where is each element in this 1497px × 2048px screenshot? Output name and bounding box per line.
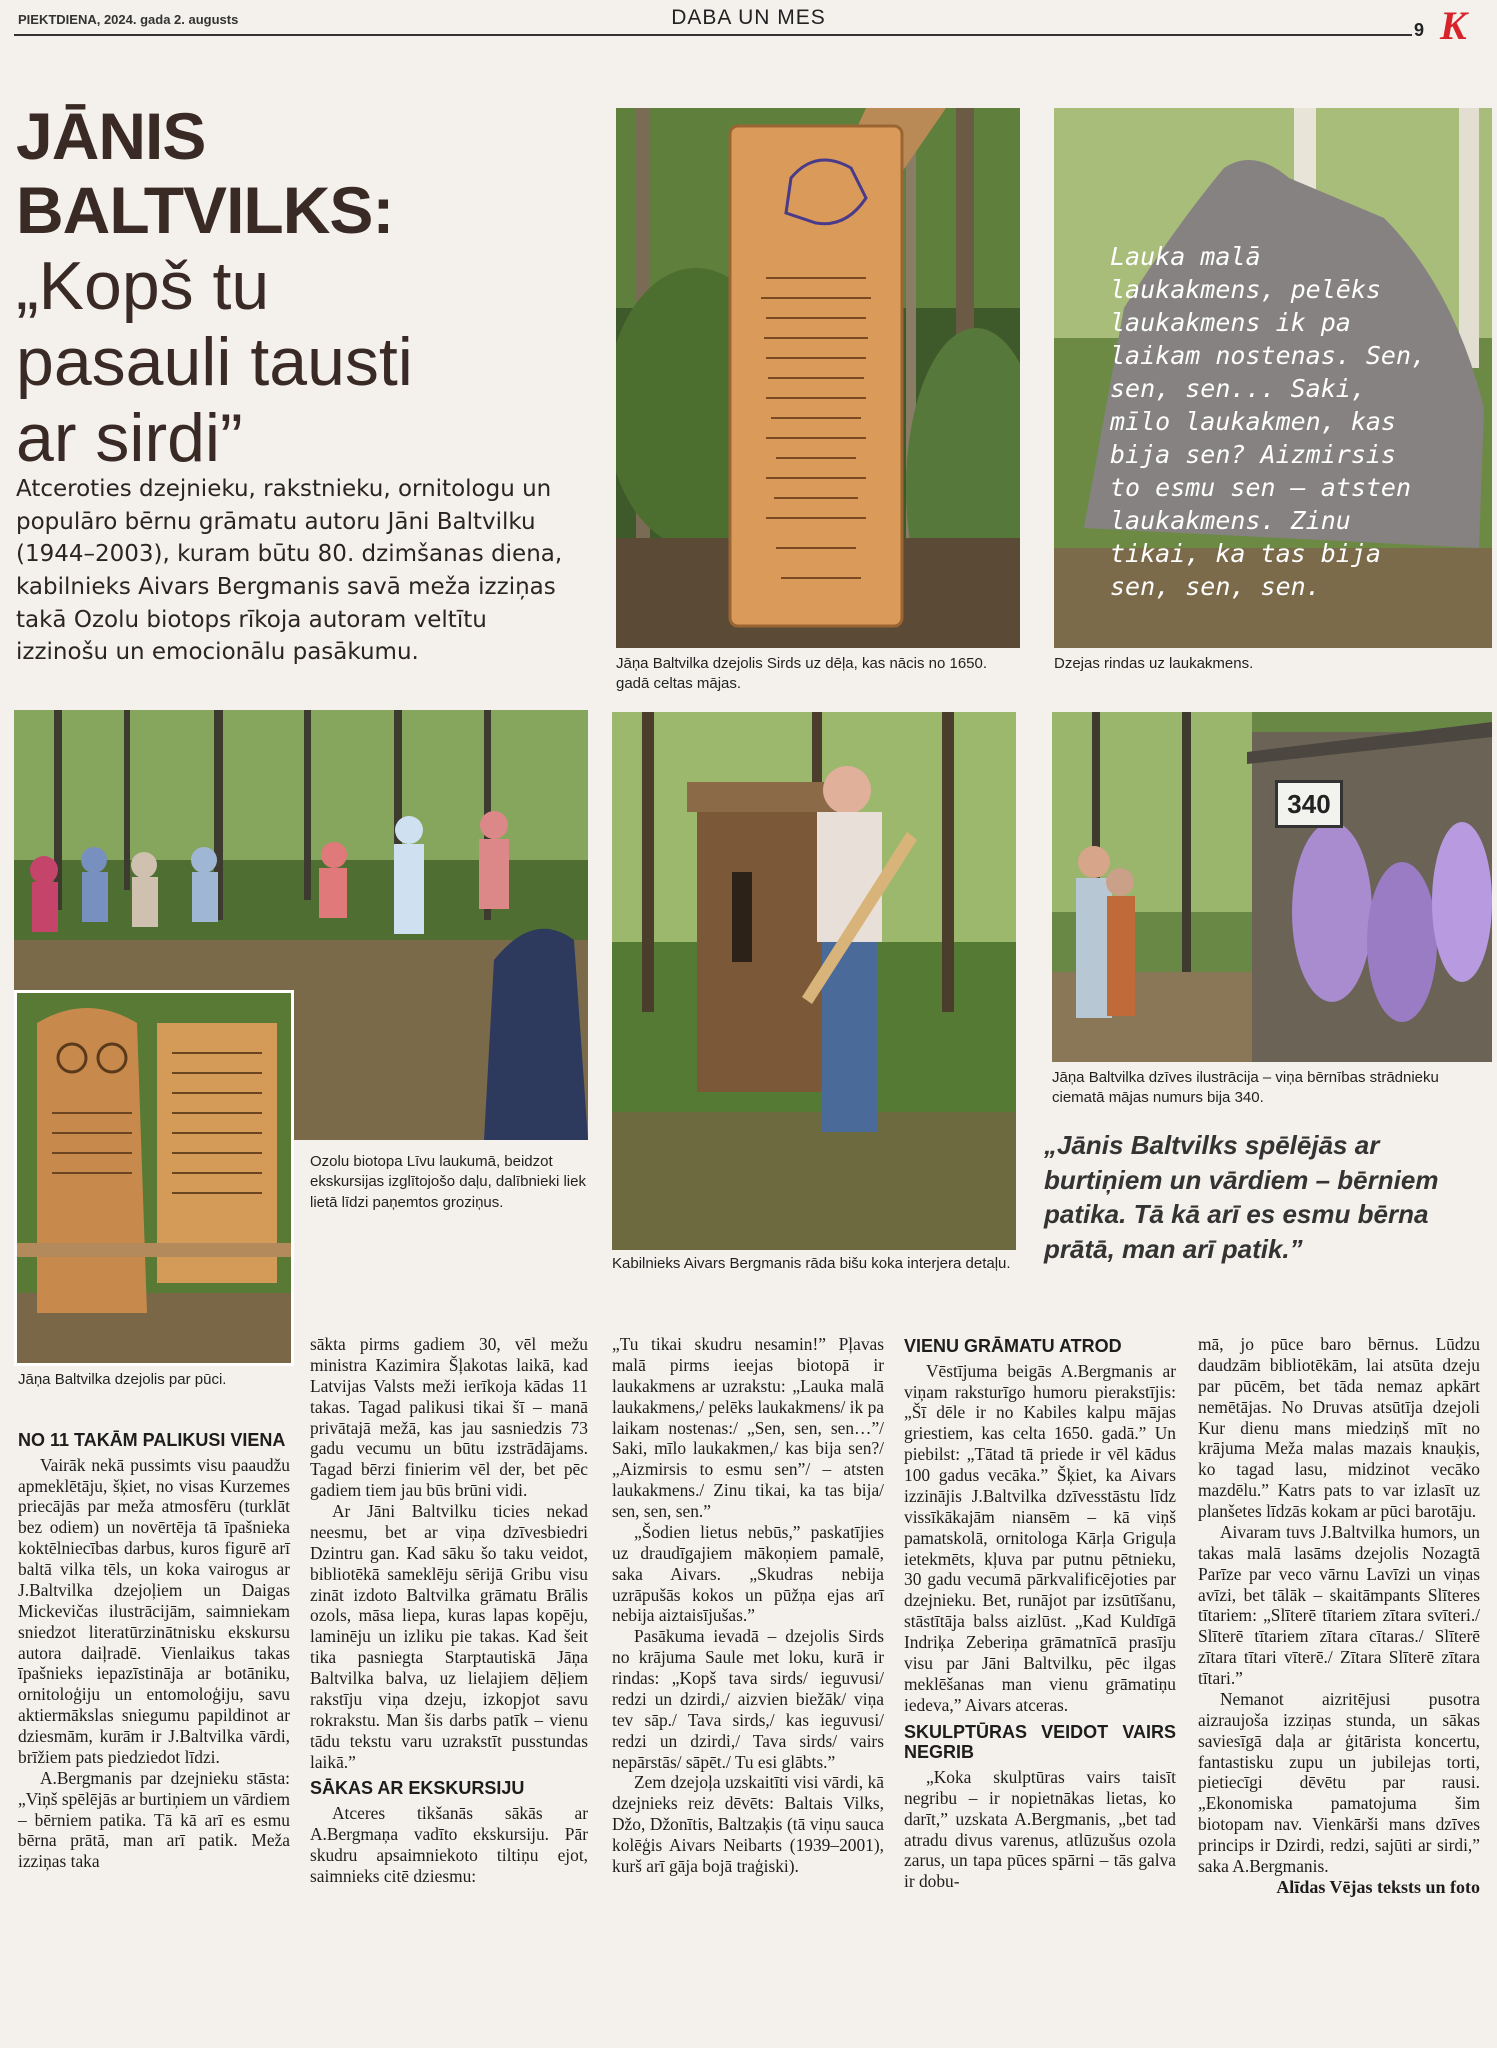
caption-stone: Dzejas rindas uz laukakmens.: [1054, 655, 1254, 672]
photo-bergmanis: [612, 712, 1016, 1250]
newspaper-logo: K: [1440, 3, 1467, 48]
photo-owl-sculpture: [14, 990, 294, 1366]
paragraph: sākta pirms gadiem 30, vēl mežu ministra Kazimira Šļakotas laikā, kad Latvijas Valsts meži ierīkoja kādas 11 takas. Tagad palikusi tikai šī – manā privātajā mežā, kas jau sasniedzis 73 gadu vecumu un būtu izstrādājams. Tagad bērzi finierim vēl der, bet pēc gadiem tiem jau būs brūni vidi.: [310, 1334, 588, 1501]
headline-quote-1: „Kopš tu: [16, 247, 270, 324]
caption-gathering: Ozolu biotopa Līvu laukumā, beidzot ekskursijas izglītojošo daļu, dalībnieki liek lietā līdzi paņemtos groziņus.: [310, 1153, 586, 1211]
paragraph: „Tu tikai skudru nesamin!” Pļavas malā pirms ieejas biotopā ir laukakmens ar uzrakstu: „Lauka malā laukakmens,/ pelēks laukakmens/ ik pa laikam nostenas:/ „Sen, sen, sen…”/ Saki, mīlo laukakmen,/ kas bija sen?/ „Aizmirsis to esmu sen”/ – atsten laukakmens./ Zinu tikai, ka tas bija/ sen, sen, sen.”: [612, 1334, 884, 1521]
headline-name: JĀNIS BALTVILKS:: [16, 99, 394, 247]
subheading-trails: NO 11 TAKĀM PALIKUSI VIENA: [18, 1430, 286, 1450]
article-column-5: [1198, 1334, 1480, 1898]
issue-date: PIEKTDIENA, 2024. gada 2. augusts: [18, 12, 239, 27]
page-number: 9: [1414, 20, 1425, 40]
house-number-plate: 340: [1275, 780, 1343, 828]
paragraph: „Koka skulptūras vairs taisīt negribu – ir nopietnākas lietas, ko darīt,” uzskata A.Bergmanis, „bet tad atradu divus varenus, atlūzušus ozola zarus, un tapa pūces spārni – tās galva ir dobu-: [904, 1766, 1176, 1892]
paragraph: Pasākuma ievadā – dzejolis Sirds no krājuma Saule met loku, kurā ir rindas: „Kopš tava sirds/ ieguvusi/ redzi un dzirdi,/ aizvien biežāk/ viņa tev sāp./ Tava sirds,/ kas ieguvusi/ redzi un dzirdi,/ Tava sirds/ vairs nepārstās/ sāpēt./ Tu esi glābts.”: [612, 1626, 884, 1772]
headline: [16, 100, 596, 476]
article-column-3: [612, 1334, 884, 1877]
paragraph: Zem dzejoļa uzskaitīti visi vārdi, kā dzejnieks reiz dēvēts: Baltais Vilks, Džo, Džonītis, Baltzaķis (tā viņu sauca kolēģis Aivars Neibarts (1939–2001), kurš arī gāja bojā traģiski).: [612, 1772, 884, 1876]
subheading-excursion: SĀKAS AR EKSKURSIJU: [310, 1778, 525, 1799]
section-title: DABA UN MES: [671, 6, 826, 29]
paragraph: Ar Jāni Baltvilku ticies nekad neesmu, bet ar viņa dzīvesbiedri Dzintru gan. Kad sāku šo taku veidot, bibliotēkā sameklēju sērijā Gribu visu zināt izdoto Baltvilka grāmatu Brālis ozols, māsa liepa, kuras lapas kopēju, laminēju un izliku pie takas. Kad šeit tika pasniegta Starptautiskā Jāņa Baltvilka balva, uz lielajiem dēļiem rakstīju viņa dzeju, izkopjot savu rokrakstu. Man šis darbs patīk – vienu tādu tekstu varu uzrakstīt pusstundas laikā.”: [310, 1501, 588, 1772]
paragraph: A.Bergmanis par dzejnieku stāsta: „Viņš spēlējās ar burtiņiem un vārdiem – bērniem patika. Tā kā arī es esmu bērna prātā, man arī patik. Meža izziņas taka: [18, 1767, 290, 1872]
photo-house-340: [1052, 712, 1492, 1062]
headline-quote-3: ar sirdi”: [16, 400, 243, 477]
paragraph: „Šodien lietus nebūs,” paskatījies uz draudīgajiem mākoņiem pamalē, saka Aivars. „Skudras nebija uzrāpušās kokos un pūžņa ejas arī nebija aiztaisījušas.”: [612, 1521, 884, 1626]
pull-quote: „Jānis Baltvilks spēlējās ar burtiņiem un vārdiem – bērniem patika. Tā kā arī es esmu bērna prātā, man arī patik.”: [1044, 1130, 1439, 1264]
lead-paragraph: Atceroties dzejnieku, rakstnieku, ornitologu un populāro bērnu grāmatu autoru Jāni Baltvilku (1944–2003), kuram būtu 80. dzimšanas diena, kabilnieks Aivars Bergmanis savā meža izziņas takā Ozolu biotops rīkoja autoram veltītu izzinošu un emocionālu pasākumu.: [16, 476, 563, 666]
photo-poem-board: [616, 108, 1020, 648]
article-column-2: [310, 1334, 588, 1887]
headline-quote-2: pasauli tausti: [16, 323, 413, 400]
paragraph: Vēstījuma beigās A.Bergmanis ar viņam raksturīgo humoru pierakstījis: „Šī dēle ir no Kabiles kalpu mājas griestiem, kas celta 1650. gadā.” Un piebilst: „Tātad tā priede ir vēl kādus 100 gadus vecāka.” Šķiet, ka Aivars izzinājis J.Baltvilka dzīvesstāstu līdz vissīkākajām niansēm – kā viņš pamatskolā, ornitologa Kārļa Griguļa ietekmēts, kļuva par putnu pētnieku, 30 gadu vecumā pārkvalificējoties par dzejnieku. Bet, runājot par izsūtīšanu, stāstītāja balss aizlūst. „Kad Kuldīgā Indriķa Zeberiņa grāmatnīcā prasīju visu par Jāni Baltvilku, pēc ilgas meklēšanas man vienu grāmatiņu iedeva,” Aivars atceras.: [904, 1360, 1176, 1715]
paragraph: mā, jo pūce baro bērnus. Lūdzu daudzām bibliotēkām, lai atsūta dzeju par pūcēm, bet tāda nemaz apkārt nemētājas. No Druvas atsūtīja dzejoli Kur dienu mans miedziņš mīt no krājuma Meža malas mazais knauķis, ko tagad lasu, midzinot vecāko mazdēlu.” Katrs pats to var izlasīt uz planšetes līdzās kokam ar pūci barotāju.: [1198, 1334, 1480, 1521]
byline: Alīdas Vējas teksts un foto: [1276, 1876, 1480, 1897]
caption-owl: Jāņa Baltvilka dzejolis par pūci.: [18, 1371, 227, 1388]
paragraph: Nemanot aizritējusi pusotra aizraujoša izziņas stunda, un sākas saviesīgā daļa ar ģitārista koncertu, fantastisku zupu un jubilejas torti, pietiecīgi dēvētu par rausi. „Ekonomiska pamatojuma šim biotopam nav. Vienkārši mans dzīves princips ir Dzirdi, redzi, sajūti ar sirdi,” saka A.Bergmanis.: [1198, 1688, 1480, 1876]
subheading-book: VIENU GRĀMATU ATROD: [904, 1336, 1122, 1356]
caption-poem-board: Jāņa Baltvilka dzejolis Sirds uz dēļa, kas nācis no 1650. gadā celtas mājas.: [616, 655, 988, 693]
paragraph: Vairāk nekā pussimts visu paaudžu apmeklētāju, šķiet, no visas Kurzemes priecājās par meža atmosfēru (turklāt bez odiem) un novērtēja tā īpašnieka koktēlniecības darbus, kuros figurē arī baltā vilka tēls, un koka vairogus ar J.Baltvilka dzejoļiem un Daigas Mickevičas ilustrācijām, saimniekam sniedzot literatūrzinātnisku ekskursu autora daiļradē. Vienlaikus takas īpašnieks iepazīstināja ar botāniku, ornitoloģiju un entomoloģiju, savu aktiermākslas sniegumu papildinot ar dziesmām, kurām ir J.Baltvilka vārdi, brīžiem pats piedziedot līdzi.: [18, 1454, 290, 1767]
subheading-sculptures: SKULPTŪRAS VEIDOT VAIRS NEGRIB: [904, 1721, 1176, 1763]
article-column-4: [904, 1330, 1176, 1892]
caption-bergmanis: Kabilnieks Aivars Bergmanis rāda bišu koka interjera detaļu.: [612, 1255, 1011, 1272]
paragraph: Aivaram tuvs J.Baltvilka humors, un takas malā lasāms dzejolis Nozagtā Parīze par veco vārnu Lavīzi un viņas avīzi, bet tālāk – skaitāmpants Slīteres tītariem: „Slīterē tītariem zītara svīteri./ Slīterē tītariem zītara cītaras./ Slīterē zītara tītari vīterē./ Zītara Slīterē zītara tītari.”: [1198, 1521, 1480, 1688]
header-rule: [14, 34, 1412, 36]
caption-house-340: Jāņa Baltvilka dzīves ilustrācija – viņa bērnības strādnieku ciematā mājas numurs bija 340.: [1052, 1069, 1439, 1107]
stone-poem: Lauka malā laukakmens, pelēks laukakmens ik pa laikam nostenas. Sen, sen, sen... Saki, mīlo laukakmen, kas bija sen? Aizmirsis to esmu sen – atsten laukakmens. Zinu tikai, ka tas bija sen, sen, sen.: [1110, 242, 1427, 601]
paragraph: Atceres tikšanās sākās ar A.Bergmaņa vadīto ekskursiju. Pār skudru apsaimniekoto tiltiņu ejot, saimnieks citē dziesmu:: [310, 1803, 588, 1886]
article-column-1: [18, 1424, 290, 1872]
